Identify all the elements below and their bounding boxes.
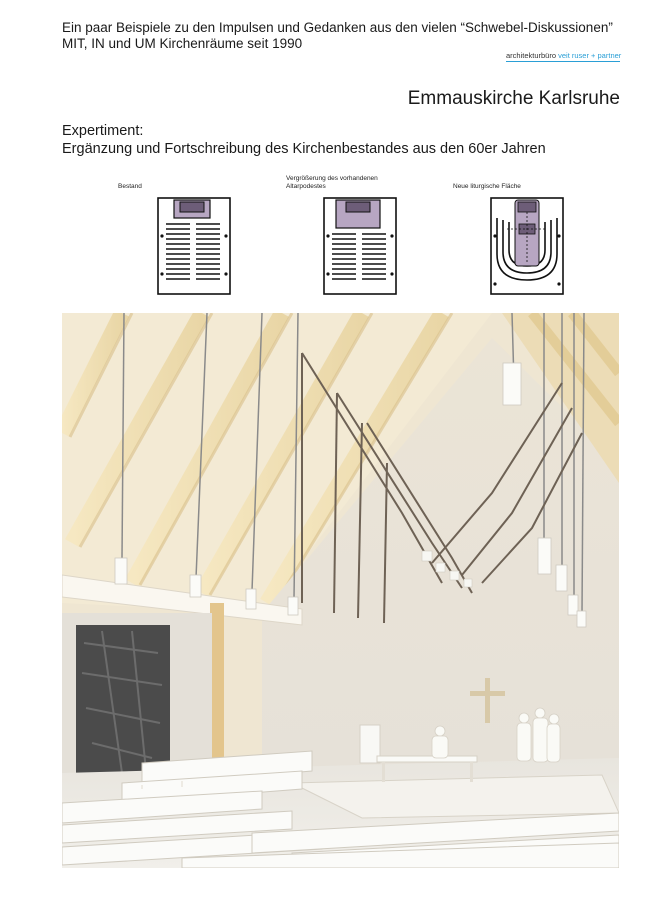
plan-label-line-2: Altarpodestes — [286, 183, 326, 190]
intro-line-2: MIT, IN und UM Kirchenräume seit 1990 — [62, 36, 303, 51]
plan-label-neue-flaeche: Neue liturgische Fläche — [453, 183, 521, 190]
logo-underline — [506, 61, 620, 62]
subtitle — [62, 122, 546, 158]
subtitle-line-2: Ergänzung und Fortschreibung des Kirchenbestandes aus den 60er Jahren — [62, 141, 546, 157]
logo-office: architekturbüro — [506, 51, 557, 60]
intro-text — [62, 20, 613, 52]
altar-table — [377, 756, 477, 762]
wooden-column — [210, 603, 224, 763]
page-title: Emmauskirche Karlsruhe — [407, 88, 620, 109]
floor-plan-vergroesserung — [322, 196, 398, 296]
plan-label-bestand: Bestand — [118, 183, 142, 190]
logo-name: veit ruser + partner — [558, 51, 622, 60]
plan-label-line-1: Vergrößerung des vorhandenen — [286, 175, 378, 182]
church-model-photo — [62, 313, 619, 868]
altar — [346, 202, 370, 212]
intro-line-1: Ein paar Beispiele zu den Impulsen und Gedanken aus den vielen “Schwebel-Diskussionen” — [62, 20, 613, 35]
subtitle-line-1: Expertiment: — [62, 123, 144, 139]
altar — [180, 202, 204, 212]
plan-label-vergroesserung — [286, 175, 406, 191]
floor-plan-bestand — [156, 196, 232, 296]
office-logo — [506, 51, 621, 60]
floor-plan-neue-flaeche — [489, 196, 565, 296]
